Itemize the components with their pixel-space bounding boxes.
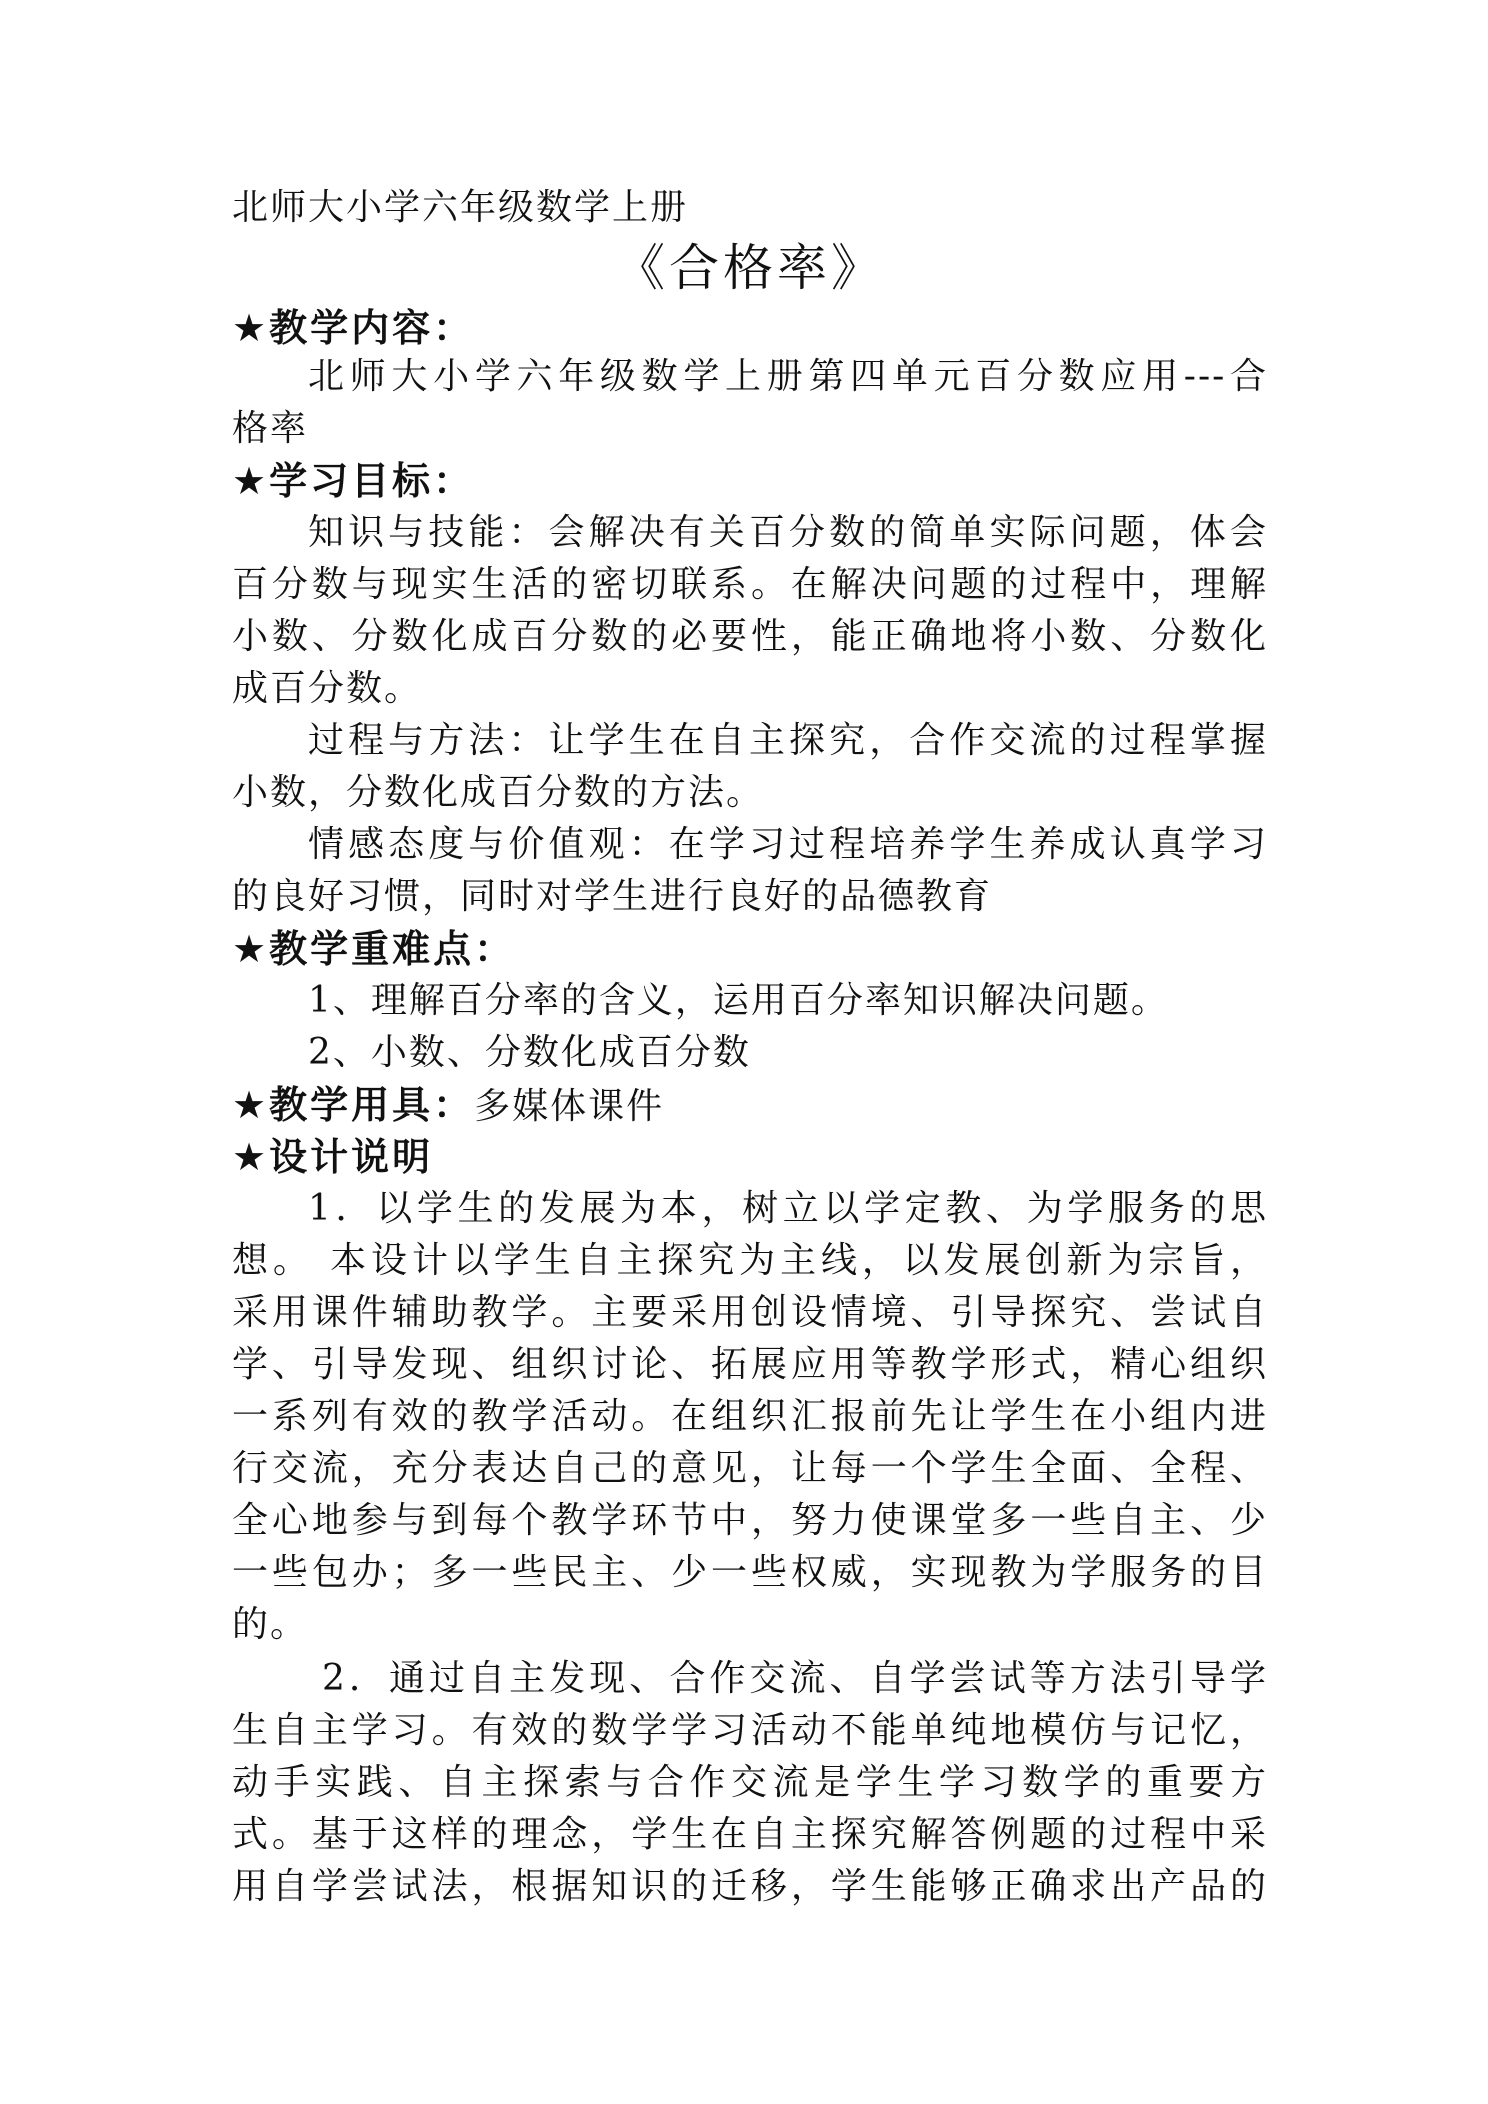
design-p2-line-2: 生自主学习。有效的数学学习活动不能单纯地模仿与记忆， [232, 1710, 1268, 1751]
design-heading: ★设计说明 [232, 1135, 434, 1179]
design-p1-line-3: 采用课件辅助教学。主要采用创设情境、引导探究、尝试自 [232, 1292, 1268, 1333]
goal-emotion-line-2: 的良好习惯，同时对学生进行良好的品德教育 [232, 876, 993, 917]
design-p2-line-5: 用自学尝试法，根据知识的迁移，学生能够正确求出产品的 [232, 1866, 1268, 1907]
design-p1-line-6: 行交流，充分表达自己的意见，让每一个学生全面、全程、 [232, 1448, 1268, 1489]
goal-knowledge-line-1: 知识与技能：会解决有关百分数的简单实际问题，体会 [308, 512, 1268, 553]
tools-value: 多媒体课件 [474, 1086, 665, 1127]
keypoint-1: 1、理解百分率的含义，运用百分率知识解决问题。 [308, 980, 1169, 1021]
tools-heading: ★教学用具： [232, 1083, 475, 1127]
design-p1-line-1: 1．以学生的发展为本，树立以学定教、为学服务的思 [308, 1188, 1268, 1229]
design-p1-line-5: 一系列有效的教学活动。在组织汇报前先让学生在小组内进 [232, 1396, 1268, 1437]
design-p2-line-3: 动手实践、自主探索与合作交流是学生学习数学的重要方 [232, 1762, 1268, 1803]
doc-subtitle: 北师大小学六年级数学上册 [232, 187, 689, 228]
content-line-1: 北师大小学六年级数学上册第四单元百分数应用---合 [308, 356, 1268, 397]
design-p1-line-9: 的。 [232, 1604, 309, 1645]
doc-title: 《合格率》 [615, 239, 885, 297]
goal-process-line-2: 小数，分数化成百分数的方法。 [232, 772, 765, 813]
keypoint-2: 2、小数、分数化成百分数 [308, 1032, 751, 1073]
design-p1-line-7: 全心地参与到每个教学环节中，努力使课堂多一些自主、少 [232, 1500, 1268, 1541]
goal-knowledge-line-3: 小数、分数化成百分数的必要性，能正确地将小数、分数化 [232, 616, 1268, 657]
design-p2-line-4: 式。基于这样的理念，学生在自主探究解答例题的过程中采 [232, 1814, 1268, 1855]
content-line-2: 格率 [232, 408, 309, 449]
goal-process-line-1: 过程与方法：让学生在自主探究，合作交流的过程掌握 [308, 720, 1268, 761]
design-p1-line-2: 想。 本设计以学生自主探究为主线，以发展创新为宗旨， [232, 1240, 1268, 1281]
keypoints-heading: ★教学重难点： [232, 927, 516, 971]
design-p1-line-4: 学、引导发现、组织讨论、拓展应用等教学形式，精心组织 [232, 1344, 1268, 1385]
goal-knowledge-line-2: 百分数与现实生活的密切联系。在解决问题的过程中，理解 [232, 564, 1268, 605]
content-heading: ★教学内容： [232, 306, 475, 350]
tools-row [232, 1081, 664, 1131]
goal-knowledge-line-4: 成百分数。 [232, 668, 423, 709]
design-p1-line-8: 一些包办；多一些民主、少一些权威，实现教为学服务的目 [232, 1552, 1268, 1593]
design-p2-line-1: 2．通过自主发现、合作交流、自学尝试等方法引导学 [322, 1658, 1268, 1699]
goal-emotion-line-1: 情感态度与价值观：在学习过程培养学生养成认真学习 [308, 824, 1268, 865]
goals-heading: ★学习目标： [232, 459, 475, 503]
